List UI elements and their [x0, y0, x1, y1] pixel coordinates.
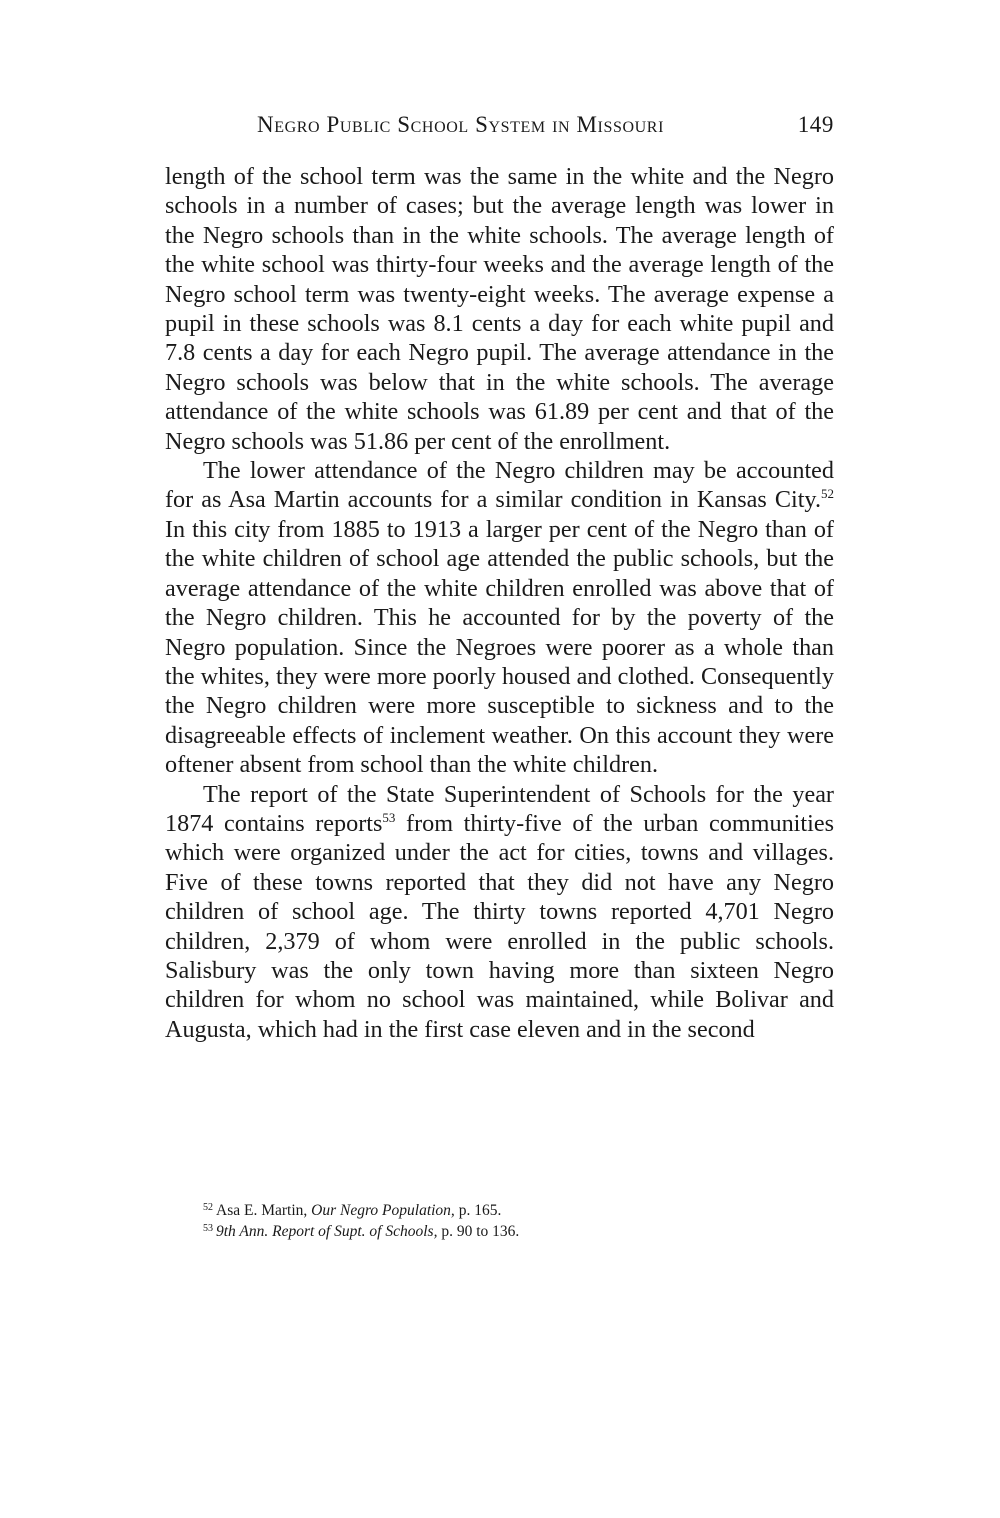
running-header — [165, 112, 834, 144]
paragraph — [165, 456, 834, 779]
paragraph-text: length of the school term was the same in the white and the Negro schools in a number of cases; but the average length was lower in the Negro schools than in the white schools. The average length of the white school was thirty-four weeks and the average length of the Negro school term was twenty-eight weeks. The average expense a pupil in these schools was 8.1 cents a day for each white pupil and 7.8 cents a day for each Negro pupil. The average attendance in the Negro schools was below that in the white schools. The average attendance of the white schools was 61.89 per cent and that of the Negro schools was 51.86 per cent of the enrollment. — [165, 163, 834, 455]
footnote-title: 9th Ann. Report of Supt. of Schools, — [216, 1223, 438, 1240]
body-text — [165, 162, 834, 1044]
footnote-number: 53 — [203, 1223, 213, 1234]
footnote-text: p. 90 to 136. — [437, 1223, 520, 1240]
running-title: Negro Public School System in Missouri — [257, 112, 664, 137]
paragraph-text: The lower attendance of the Negro children may be accounted for as Asa Martin accounts for a similar condition in Kansas City. — [165, 457, 834, 514]
footnotes — [203, 1200, 803, 1242]
paragraph-text: The report of the State Superintendent of Schools for the year 1874 contains reports — [165, 780, 834, 837]
footnote-text: p. 165. — [454, 1202, 502, 1219]
paragraph — [165, 162, 834, 456]
page-number: 149 — [797, 112, 834, 137]
footnote — [203, 1200, 803, 1221]
paragraph — [165, 780, 834, 1045]
paragraph-text: from thirty-five of the urban communities which were organized under the act for cities, towns and villages. Five of these towns reported that they did not have any Negro children of school age. The thirty towns reported 4,701 Negro children, 2,379 of whom were enrolled in the public schools. Salisbury was the only town having more than sixteen Negro children for whom no school was maintained, while Bolivar and Augusta, which had in the first case eleven and in the second — [165, 809, 834, 1043]
footnote-text: Asa E. Martin, — [216, 1202, 312, 1219]
footnote-title: Our Negro Population, — [311, 1202, 455, 1219]
footnote-ref: 53 — [382, 809, 396, 825]
footnote-ref: 52 — [821, 486, 834, 502]
footnote-number: 52 — [203, 1202, 213, 1213]
footnote — [203, 1221, 803, 1242]
paragraph-text: In this city from 1885 to 1913 a larger per cent of the Negro than of the white children of school age attended the public schools, but the average attendance of the white children enrolled was above that of the Negro children. This he accounted for by the poverty of the Negro population. Since the Negroes were poorer as a whole than the whites, they were more poorly housed and clothed. Consequently the Negro children were more susceptible to sickness and to the disagreeable effects of inclement weather. On this account they were oftener absent from school than the white children. — [165, 515, 834, 779]
